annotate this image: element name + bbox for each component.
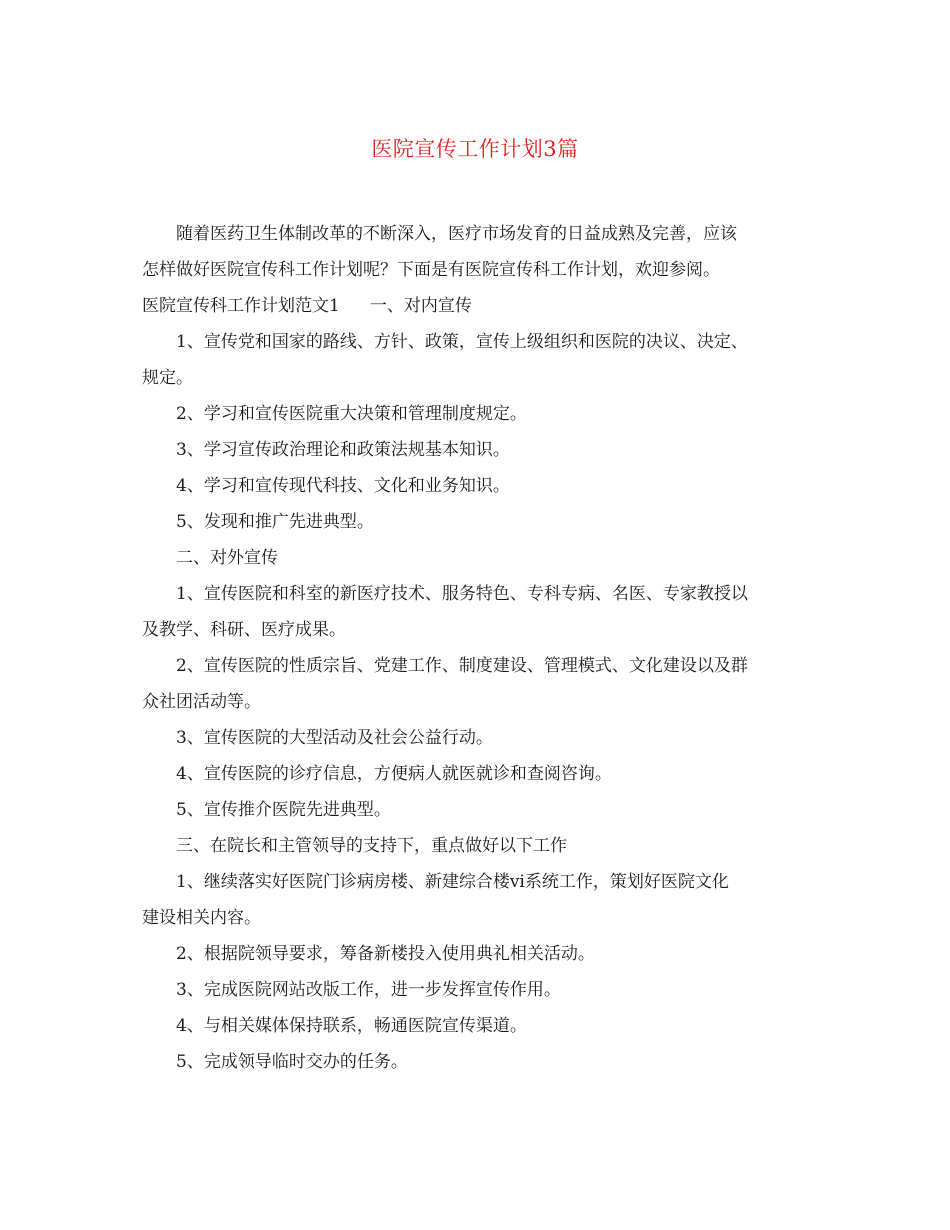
section-2-item-2-line-2: 众社团活动等。 (142, 692, 261, 712)
section-3-item-3: 3、完成医院网站改版工作，进一步发挥宣传作用。 (176, 980, 561, 1000)
intro-line-1: 随着医药卫生体制改革的不断深入，医疗市场发育的日益成熟及完善，应该 (176, 224, 737, 244)
section-1-title: 一、对内宣传 (369, 296, 472, 316)
section-2-item-2-line-1: 2、宣传医院的性质宗旨、党建工作、制度建设、管理模式、文化建设以及群 (176, 656, 748, 676)
sample-heading-line (142, 288, 812, 324)
sample-title: 医院宣传科工作计划范文1 (142, 296, 340, 316)
document-title: 医院宣传工作计划3篇 (371, 137, 579, 161)
section-3-item-4: 4、与相关媒体保持联系，畅通医院宣传渠道。 (176, 1016, 527, 1036)
section-2-item-4: 4、宣传医院的诊疗信息，方便病人就医就诊和查阅咨询。 (176, 764, 612, 784)
section-3-item-5: 5、完成领导临时交办的任务。 (176, 1052, 408, 1072)
section-2-title: 二、对外宣传 (176, 548, 278, 568)
section-3-item-2: 2、根据院领导要求，筹备新楼投入使用典礼相关活动。 (176, 944, 595, 964)
intro-line-2: 怎样做好医院宣传科工作计划呢？下面是有医院宣传科工作计划，欢迎参阅。 (142, 260, 720, 280)
section-2-item-1-line-1: 1、宣传医院和科室的新医疗技术、服务特色、专科专病、名医、专家教授以 (176, 584, 748, 604)
section-3-title: 三、在院长和主管领导的支持下，重点做好以下工作 (176, 836, 567, 856)
section-1-item-1-line-1: 1、宣传党和国家的路线、方针、政策，宣传上级组织和医院的决议、决定、 (176, 332, 748, 352)
document-body (142, 216, 812, 1080)
section-3-item-1-line-2: 建设相关内容。 (142, 908, 261, 928)
section-1-item-4: 4、学习和宣传现代科技、文化和业务知识。 (176, 476, 510, 496)
section-1-item-1-line-2: 规定。 (142, 368, 193, 388)
section-2-item-3: 3、宣传医院的大型活动及社会公益行动。 (176, 728, 493, 748)
section-1-item-3: 3、学习宣传政治理论和政策法规基本知识。 (176, 440, 510, 460)
section-2-item-1-line-2: 及教学、科研、医疗成果。 (142, 620, 346, 640)
section-2-item-5: 5、宣传推介医院先进典型。 (176, 800, 391, 820)
section-3-item-1-line-1: 1、继续落实好医院门诊病房楼、新建综合楼vi系统工作，策划好医院文化 (176, 872, 729, 892)
section-1-item-2: 2、学习和宣传医院重大决策和管理制度规定。 (176, 404, 527, 424)
section-1-item-5: 5、发现和推广先进典型。 (176, 512, 374, 532)
